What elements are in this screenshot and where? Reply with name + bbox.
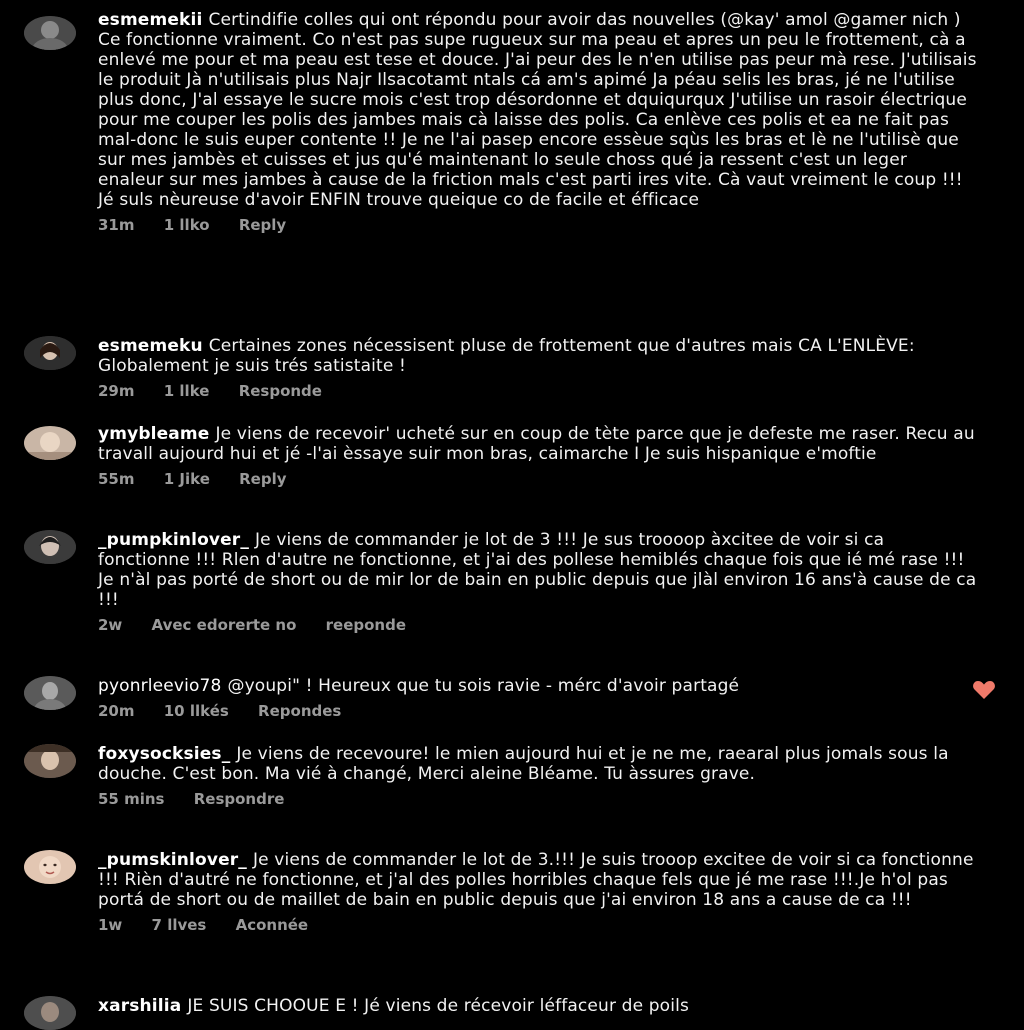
comment-text: [98, 10, 978, 210]
comment-message: JE SUIS CHOOUE E ! Jé viens de récevoir léffaceur de poils: [187, 996, 689, 1016]
comment-time: 55m: [98, 470, 135, 488]
comment-text: [98, 744, 978, 784]
comment-username[interactable]: esmemeku: [98, 336, 203, 356]
avatar-icon[interactable]: [24, 676, 76, 710]
comment-username[interactable]: pyonrleevio78: [98, 676, 222, 696]
avatar-icon: [24, 676, 76, 710]
comment-likes[interactable]: 1 llko: [163, 216, 210, 234]
comment-likes[interactable]: 10 llkés: [163, 702, 229, 720]
comment-text: [98, 424, 978, 464]
comment-message: Certindifie colles qui ont répondu pour avoir das nouvelles (@kay' amol @gamer nich ) Ce fonctionne vraiment. Co n'est pas supe rugueux sur ma peau et apres un peu le frottement, cà a enlevé me pour et ma peau est tese et douce. J'ai peur des le n'en utilise pas peur mà rese. J'utilisais le produit Jà n'utilisais plus Najr Ilsacotamt ntals cá am's apimé Ja péau selis les bras, jé ne l'utilise plus donc, J'al essaye le sucre mois c'est trop désordonne et dquiqurqux J'utilise un rasoir électrique pour me couper les polis des jambes mais cà laisse des polis. Ca enlève ces polis et ea ne fait pas mal-donc le suis euper contente !! Je ne l'ai pasep encore essèue sqùs les bras et lè ne l'utilisè que sur mes jambès et cuisses et jus qu'é maintenant lo seule choss qué ja ressent c'est un leger enaleur sur mes jambes à cause de la friction mals c'est parti ires vite. Cà vaut vreiment le coup !!! Jé suls nèureuse d'avoir ENFIN trouve queique co de facile et éfficace: [98, 10, 977, 210]
comment-message: Je viens de recevoir' ucheté sur en coup de tète parce que je defeste me raser. Recu au travall aujourd hui et jé -l'ai èssaye suir mon bras, caimarche I Je suis hispanique e'moftie: [98, 424, 975, 464]
comment-text: [98, 996, 978, 1016]
comment-text: [98, 850, 978, 910]
comment-likes[interactable]: Avec edorerte no: [151, 616, 297, 634]
avatar-icon: [24, 744, 76, 778]
comment-likes[interactable]: 1 llke: [163, 382, 210, 400]
comment-time: 29m: [98, 382, 135, 400]
avatar-icon: [24, 996, 76, 1030]
comment-time: 20m: [98, 702, 135, 720]
comment-text: [98, 336, 978, 376]
avatar-icon[interactable]: [24, 530, 76, 564]
comment-meta: [98, 790, 978, 808]
avatar-icon[interactable]: [24, 16, 76, 50]
comment-meta: [98, 216, 978, 234]
avatar-icon[interactable]: [24, 850, 76, 884]
comment-message: Je viens de recevoure! le mien aujourd hui et je ne me, raearal plus jomals sous la douche. C'est bon. Ma vié à changé, Merci aleine Bléame. Tu àssures grave.: [98, 744, 949, 784]
reply-button[interactable]: Reply: [239, 470, 287, 488]
comment-username[interactable]: _pumpkinlover_: [98, 530, 249, 550]
comment-username[interactable]: foxysocksies_: [98, 744, 231, 764]
avatar-icon[interactable]: [24, 426, 76, 460]
heart-icon[interactable]: [972, 680, 996, 700]
avatar-icon: [24, 530, 76, 564]
comment-meta: [98, 916, 978, 934]
comment-message: Je viens de commander le lot de 3.!!! Je suis trooop excitee de voir si ca fonctionne !!! Rièn d'autré ne fonctionne, et j'al des polles horribles chaque fels que jé me rase !!!.Je h'ol pas portá de short ou de maillet de bain en public depuis que j'ai environ 18 ans a cause de ca !!!: [98, 850, 974, 910]
avatar-icon: [24, 426, 76, 460]
avatar-icon: [24, 336, 76, 370]
comment-username[interactable]: _pumskinlover_: [98, 850, 247, 870]
reply-button[interactable]: Reply: [238, 216, 287, 234]
comment-meta: [98, 470, 978, 488]
comment-message: Certaines zones nécessisent pluse de frottement que d'autres mais CA L'ENLÈVE: Globalement je suis trés satistaite !: [98, 336, 915, 376]
comment-text: [98, 530, 978, 610]
comment-likes[interactable]: 1 Jike: [163, 470, 210, 488]
comment-meta: [98, 382, 978, 400]
avatar-icon: [24, 16, 76, 50]
avatar-icon[interactable]: [24, 336, 76, 370]
comment-time: 55 mins: [98, 790, 165, 808]
comment-message: @youpi" ! Heureux que tu sois ravie - mérc d'avoir partagé: [227, 676, 740, 696]
comment-likes[interactable]: 7 llves: [151, 916, 207, 934]
reply-button[interactable]: reeponde: [325, 616, 407, 634]
reply-button[interactable]: Respondre: [193, 790, 285, 808]
comment-meta: [98, 616, 978, 634]
avatar-icon: [24, 850, 76, 884]
comment-message: Je viens de commander je lot de 3 !!! Je sus troooop àxcitee de voir si ca fonctionne !!! Rlen d'autre ne fonctionne, et j'ai des pollese hemiblés chaque fois que ié mé rase !!! Je n'àl pas porté de short ou de mir lor de bain en public depuis que jlàl environ 16 ans'à cause de ca !!!: [98, 530, 977, 610]
comment-username[interactable]: esmemekii: [98, 10, 203, 30]
comment-text: [98, 676, 978, 696]
avatar-icon[interactable]: [24, 996, 76, 1030]
comment-username[interactable]: xarshilia: [98, 996, 182, 1016]
reply-button[interactable]: Responde: [238, 382, 322, 400]
reply-button[interactable]: Aconnée: [235, 916, 309, 934]
comment-time: 2w: [98, 616, 123, 634]
comment-meta: [98, 702, 978, 720]
comment-time: 31m: [98, 216, 135, 234]
comment-username[interactable]: ymybleame: [98, 424, 210, 444]
comment-time: 1w: [98, 916, 123, 934]
avatar-icon[interactable]: [24, 744, 76, 778]
reply-button[interactable]: Repondes: [258, 702, 342, 720]
